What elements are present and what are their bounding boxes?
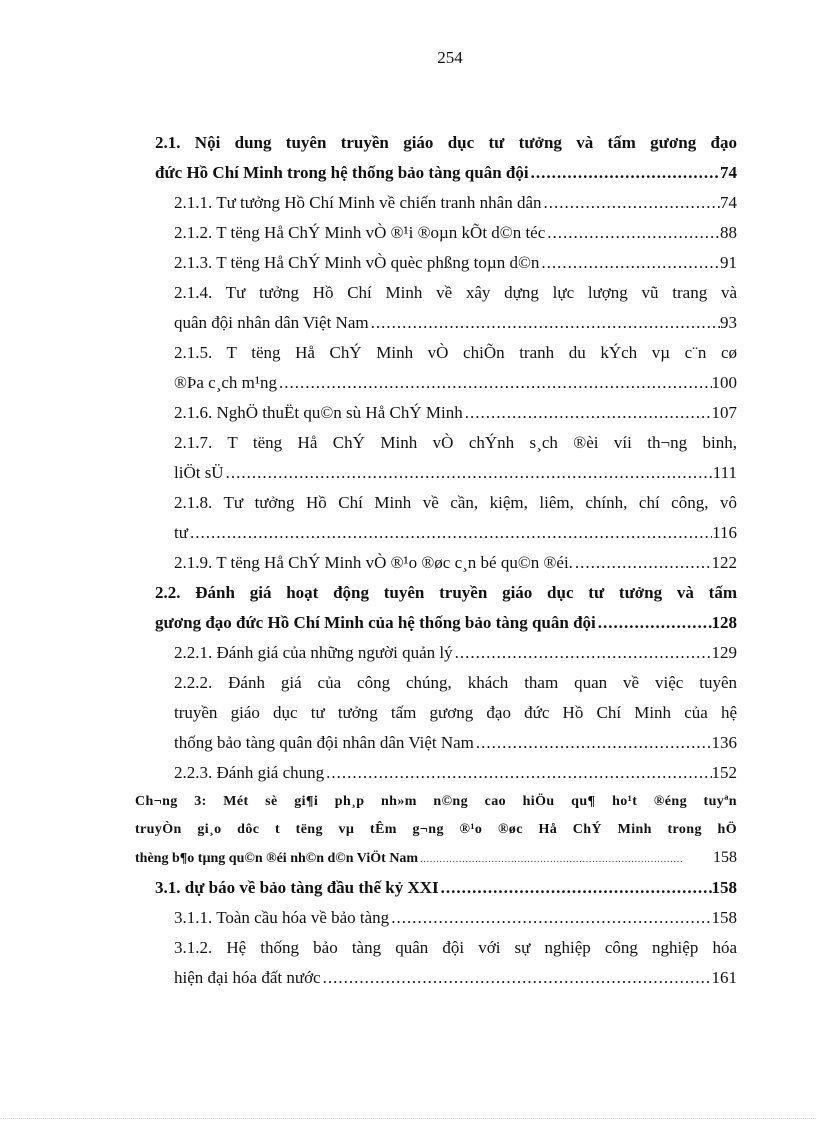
toc-subsection-entry: [0, 278, 816, 338]
toc-leader-dots: [224, 458, 713, 488]
toc-entry-text: 2.1.4. Tư tưởng Hồ Chí Minh về xây dựng lực lượng vũ trang và: [174, 283, 737, 302]
toc-entry-line: [0, 248, 737, 278]
toc-entry-text: 2.1.5. T tëng Hå ChÝ Minh vÒ chiÕn tranh du kÝch vµ c¨n cø: [174, 343, 737, 362]
toc-entry-text: truyÒn gi¸o dôc t tëng vµ tÊm g¬ng ®¹o ®øc Hå ChÝ Minh trong hÖ: [135, 822, 737, 837]
toc-page-number: 91: [720, 253, 737, 272]
toc-page-number: 122: [711, 553, 737, 572]
toc-entry-line: [0, 873, 737, 903]
toc-leader-dots: [369, 308, 720, 338]
toc-page-number: 88: [720, 223, 737, 242]
toc-chapter-entry: [0, 788, 816, 873]
toc-leader-dots: [277, 368, 712, 398]
toc-entry-line: [0, 458, 737, 488]
toc-entry-text: 2.1.3. T tëng Hå ChÝ Minh vÒ quèc phßng toµn d©n: [174, 253, 540, 272]
toc-subsection-entry: [0, 218, 816, 248]
toc-entry-line: [0, 428, 737, 458]
toc-entry-line: [0, 368, 737, 398]
toc-entry-text: ®Þa c¸ch m¹ng: [174, 373, 277, 392]
toc-page-number: 111: [712, 463, 737, 482]
toc-entry-text: tư: [174, 523, 188, 542]
toc-page-number: 107: [711, 403, 737, 422]
toc-entry-text: hiện đại hóa đất nước: [174, 968, 321, 987]
toc-page-number: 128: [711, 613, 737, 632]
toc-entry-text: 2.1.1. Tư tưởng Hồ Chí Minh về chiến tranh nhân dân: [174, 193, 542, 212]
toc-entry-text: thống bảo tàng quân đội nhân dân Việt Nam: [174, 733, 474, 752]
toc-page-number: 74: [720, 163, 737, 182]
toc-entry-line: [0, 128, 737, 158]
toc-entry-text: 2.2.1. Đánh giá của những người quản lý: [174, 643, 453, 662]
toc-entry-text: 2.1.2. T tëng Hå ChÝ Minh vÒ ®¹i ®oµn kÕt d©n téc: [174, 223, 546, 242]
toc-entry-text: 2.1. Nội dung tuyên truyền giáo dục tư tưởng và tấm gương đạo: [155, 133, 737, 152]
toc-subsection-entry: [0, 638, 816, 668]
toc-page-number: 93: [720, 313, 737, 332]
toc-entry-text: 2.1.6. NghÖ thuËt qu©n sù Hå ChÝ Minh: [174, 403, 463, 422]
toc-entry-line: [0, 698, 737, 728]
toc-subsection-entry: [0, 338, 816, 398]
toc-entry-line: [0, 488, 737, 518]
toc-entry-line: [0, 578, 737, 608]
toc-page-number: 158: [713, 849, 737, 866]
toc-entry-text: Ch¬ng 3: Mét sè gi¶i ph¸p nh»m n©ng cao hiÖu qu¶ ho¹t ®éng tuyªn: [135, 794, 737, 809]
toc-entry-text: 2.1.9. T tëng Hå ChÝ Minh vÒ ®¹o ®øc c¸n bé qu©n ®éi.: [174, 553, 573, 572]
toc-subsection-entry: [0, 188, 816, 218]
toc-leader-dots: [542, 188, 720, 218]
toc-entry-line: [0, 638, 737, 668]
toc-entry-line: [0, 278, 737, 308]
toc-entry-text: 2.2. Đánh giá hoạt động tuyên truyền giáo dục tư tưởng và tấm: [155, 583, 737, 602]
toc-leader-dots: [321, 963, 712, 993]
toc-entry-text: truyền giáo dục tư tưởng tấm gương đạo đức Hồ Chí Minh của hệ: [174, 703, 737, 722]
toc-subsection-entry: [0, 248, 816, 278]
toc-leader-dots: [539, 248, 720, 278]
toc-leader-dots: [474, 728, 712, 758]
toc-page-number: 116: [712, 523, 737, 542]
toc-entry-line: [0, 963, 737, 993]
toc-entry-line: [0, 728, 737, 758]
toc-entry-line: [0, 903, 737, 933]
toc-entry-line: [0, 668, 737, 698]
toc-leader-dots: [545, 218, 720, 248]
toc-entry-line: [0, 816, 737, 844]
toc-entry-line: [0, 398, 737, 428]
toc-leader-dots: [573, 548, 712, 578]
toc-entry-line: [0, 548, 737, 578]
toc-page-number: 158: [711, 878, 737, 897]
table-of-contents: [0, 128, 816, 993]
toc-section-entry: [0, 128, 816, 188]
toc-entry-line: [0, 188, 737, 218]
toc-entry-line: [0, 933, 737, 963]
toc-leader-dots: [596, 608, 712, 638]
toc-entry-line: [0, 308, 737, 338]
toc-page-number: 152: [711, 763, 737, 782]
toc-entry-line: [0, 758, 737, 788]
toc-page-number: 158: [711, 908, 737, 927]
toc-leader-dots: [418, 845, 683, 873]
toc-section-entry: [0, 873, 816, 903]
toc-entry-line: [0, 338, 737, 368]
toc-entry-line: [0, 608, 737, 638]
toc-entry-text: 3.1.1. Toàn cầu hóa về bảo tàng: [174, 908, 390, 927]
toc-subsection-entry: [0, 933, 816, 993]
toc-page-number: 100: [711, 373, 737, 392]
toc-subsection-entry: [0, 668, 816, 758]
toc-subsection-entry: [0, 758, 816, 788]
toc-entry-text: thèng b¶o tµng qu©n ®éi nh©n d©n ViÖt Nam: [135, 851, 419, 866]
toc-page-number: 129: [711, 643, 737, 662]
toc-subsection-entry: [0, 398, 816, 428]
toc-page-number: 136: [711, 733, 737, 752]
toc-entry-text: 2.2.2. Đánh giá của công chúng, khách tham quan về việc tuyên: [174, 673, 737, 692]
toc-page-number: 161: [711, 968, 737, 987]
page-bottom-rule: [0, 1118, 816, 1119]
toc-subsection-entry: [0, 548, 816, 578]
toc-leader-dots: [324, 758, 711, 788]
toc-section-entry: [0, 578, 816, 638]
toc-entry-text: gương đạo đức Hồ Chí Minh của hệ thống bảo tàng quân đội: [155, 613, 596, 632]
toc-entry-text: quân đội nhân dân Việt Nam: [174, 313, 369, 332]
toc-entry-text: đức Hồ Chí Minh trong hệ thống bảo tàng quân đội: [155, 163, 529, 182]
toc-leader-dots: [389, 903, 711, 933]
toc-entry-line: [0, 218, 737, 248]
toc-entry-line: [0, 844, 737, 873]
toc-leader-dots: [439, 873, 712, 903]
toc-leader-dots: [463, 398, 712, 428]
toc-subsection-entry: [0, 488, 816, 548]
toc-entry-text: 2.2.3. Đánh giá chung: [174, 763, 325, 782]
toc-entry-line: [0, 788, 737, 816]
toc-leader-dots: [529, 158, 720, 188]
toc-subsection-entry: [0, 903, 816, 933]
toc-entry-text: liÖt sÜ: [174, 463, 224, 482]
toc-entry-text: 2.1.8. Tư tưởng Hồ Chí Minh về cần, kiệm, liêm, chính, chí công, vô: [174, 493, 737, 512]
toc-subsection-entry: [0, 428, 816, 488]
toc-entry-line: [0, 158, 737, 188]
toc-entry-text: 2.1.7. T tëng Hå ChÝ Minh vÒ chÝnh s¸ch ®èi víi th¬ng binh,: [174, 433, 737, 452]
toc-entry-text: 3.1. dự báo về bảo tàng đầu thế kỷ XXI: [155, 878, 439, 897]
toc-leader-dots: [188, 518, 712, 548]
toc-leader-dots: [453, 638, 712, 668]
toc-page-number: 74: [720, 193, 737, 212]
toc-entry-line: [0, 518, 737, 548]
toc-entry-text: 3.1.2. Hệ thống bảo tàng quân đội với sự nghiệp công nghiệp hóa: [174, 938, 737, 957]
page-number: 254: [437, 48, 463, 67]
